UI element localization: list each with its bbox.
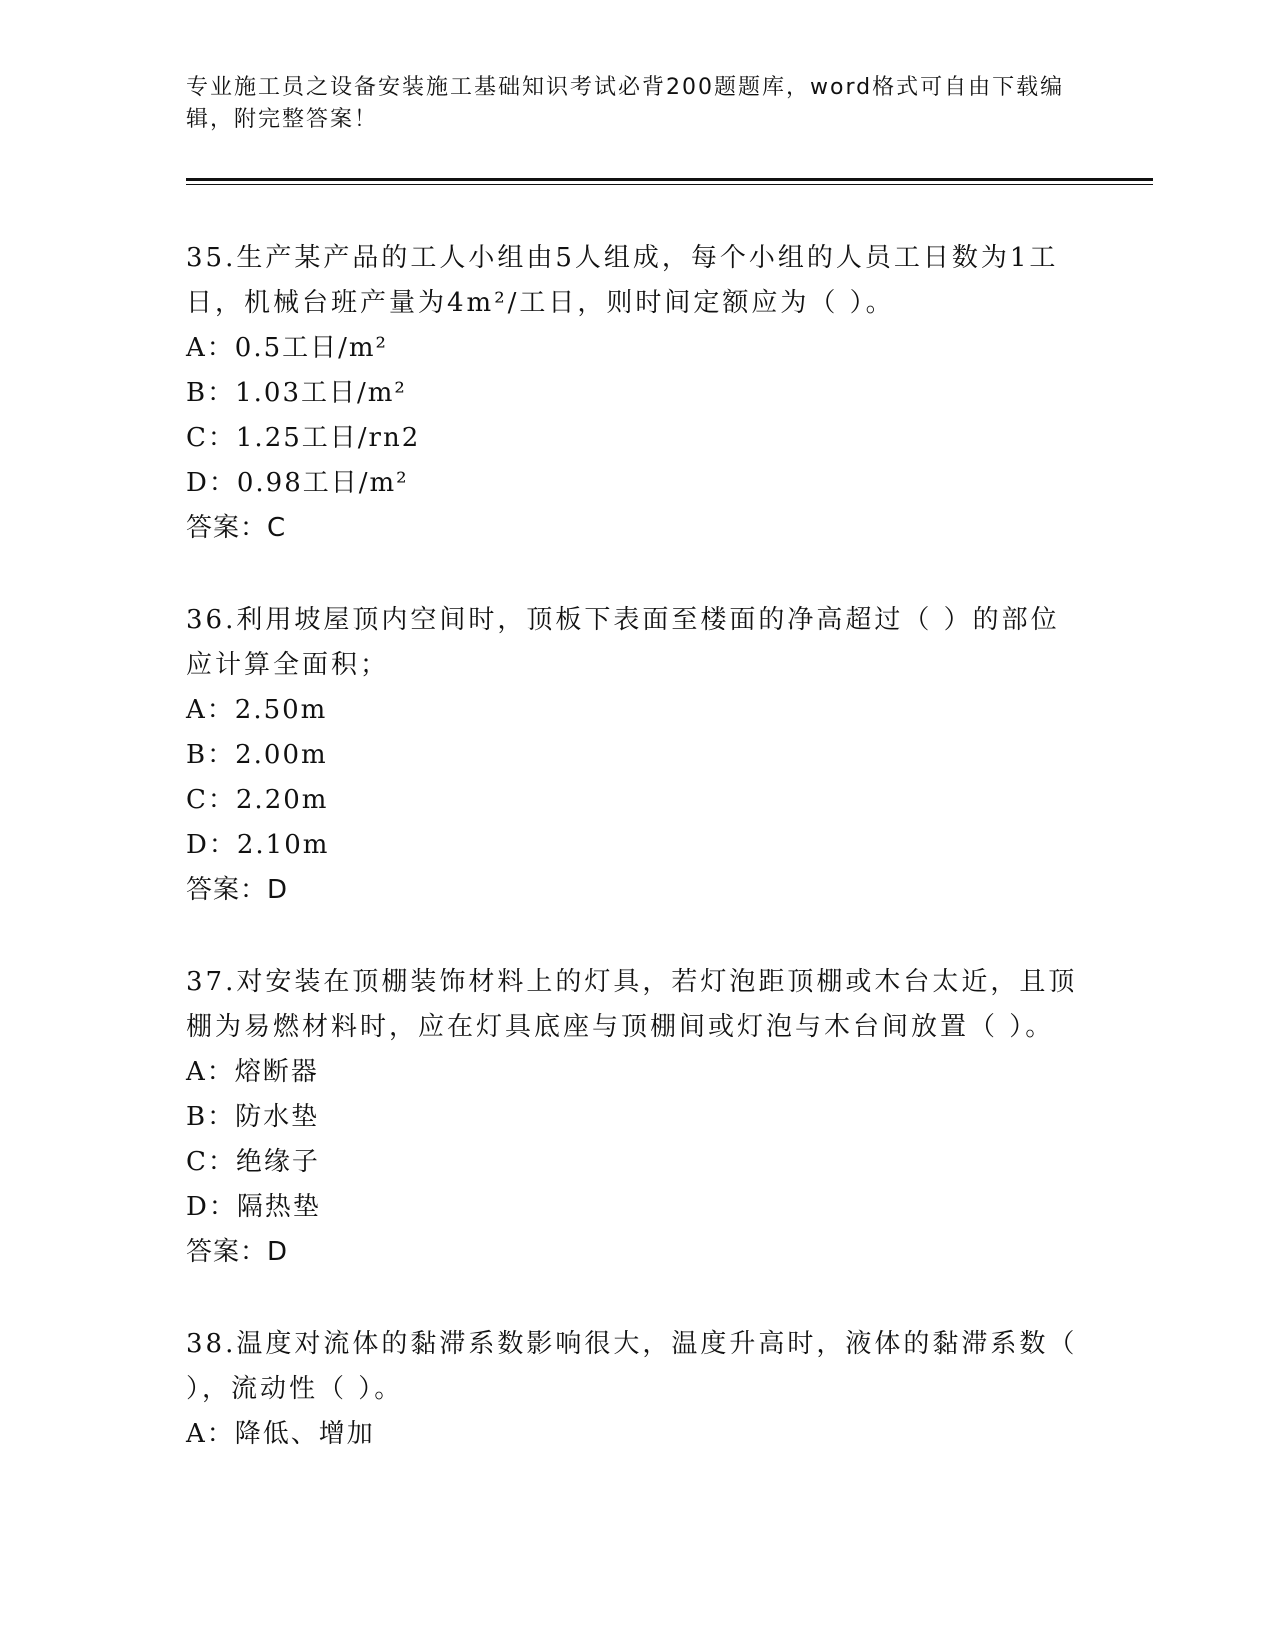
document-header: 专业施工员之设备安装施工基础知识考试必背200题题库，word格式可自由下载编辑，附完整答案！ — [186, 75, 1065, 132]
question-35 — [186, 236, 1086, 551]
option-b: B：防水垫 — [186, 1102, 320, 1132]
option-d: D：2.10m — [186, 830, 330, 860]
option-b: B：1.03工日/m² — [186, 378, 407, 408]
option-b: B：2.00m — [186, 740, 328, 770]
option-c: C：1.25工日/rn2 — [186, 423, 421, 453]
question-stem: 38.温度对流体的黏滞系数影响很大，温度升高时，液体的黏滞系数（ ），流动性（ ）。 — [186, 1329, 1078, 1404]
option-d: D：0.98工日/m² — [186, 468, 409, 498]
option-c: C：2.20m — [186, 785, 329, 815]
header-divider-thick — [186, 178, 1153, 181]
option-a: A：降低、增加 — [186, 1419, 375, 1449]
option-d: D：隔热垫 — [186, 1192, 321, 1222]
question-stem: 35.生产某产品的工人小组由5人组成，每个小组的人员工日数为1工日，机械台班产量为4m²/工日，则时间定额应为（ ）。 — [186, 243, 1059, 318]
answer: 答案：D — [186, 1237, 289, 1267]
answer: 答案：D — [186, 875, 289, 905]
option-a: A：熔断器 — [186, 1057, 319, 1087]
question-38 — [186, 1322, 1086, 1457]
question-stem: 37.对安装在顶棚装饰材料上的灯具，若灯泡距顶棚或木台太近，且顶棚为易燃材料时，应在灯具底座与顶棚间或灯泡与木台间放置（ ）。 — [186, 967, 1078, 1042]
option-a: A：0.5工日/m² — [186, 333, 388, 363]
header-divider-thin — [186, 184, 1153, 185]
question-37 — [186, 960, 1086, 1275]
answer: 答案：C — [186, 513, 287, 543]
option-a: A：2.50m — [186, 695, 328, 725]
question-36 — [186, 598, 1086, 913]
question-stem: 36.利用坡屋顶内空间时，顶板下表面至楼面的净高超过（ ）的部位应计算全面积； — [186, 605, 1060, 680]
option-c: C：绝缘子 — [186, 1147, 320, 1177]
